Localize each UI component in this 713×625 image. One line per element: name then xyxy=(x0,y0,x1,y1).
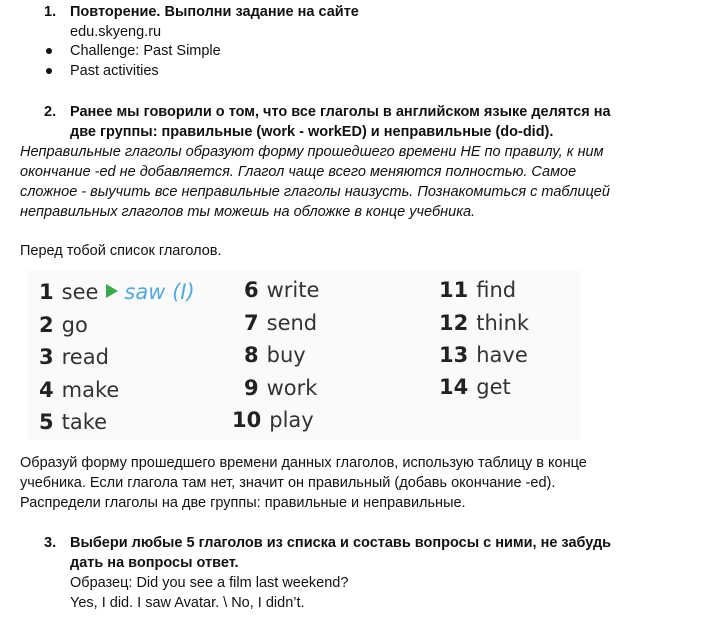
section2-title-line2: две группы: правильные (work - workED) и неправильные (do-did). xyxy=(70,124,554,140)
verb-item: 11 find xyxy=(439,278,517,302)
verb-item: 14 get xyxy=(439,375,511,399)
example-answer: saw (I) xyxy=(124,280,195,304)
task-line2: учебника. Если глагола там нет, значит он правильный (добавь окончание -ed). xyxy=(20,475,556,491)
section1-title: Повторение. Выполни задание на сайте xyxy=(70,4,359,20)
section3-number: 3. xyxy=(44,535,57,551)
rule-text-line1: Неправильные глаголы образуют форму прошедшего времени НЕ по правилу, к ним xyxy=(20,144,604,160)
bullet-item-activities: Past activities xyxy=(70,63,159,79)
section1-number: 1. xyxy=(44,4,57,20)
section3-title-line1: Выбери любые 5 глаголов из списка и составь вопросы с ними, не забудь xyxy=(70,535,612,551)
task-line1: Образуй форму прошедшего времени данных глаголов, использую таблицу в конце xyxy=(20,455,587,471)
section3-title-line2: дать на вопросы ответ. xyxy=(70,555,239,571)
rule-text-line4: неправильных глаголов ты можешь на обложке в конце учебника. xyxy=(20,204,476,220)
verb-item: 9 work xyxy=(244,376,318,400)
verb-item: 5 take xyxy=(39,410,108,434)
verb-item: 2 go xyxy=(39,313,88,337)
bullet-icon xyxy=(46,68,52,74)
verb-item: 1 see saw (I) xyxy=(39,280,195,304)
bullet-item-challenge: Challenge: Past Simple xyxy=(70,43,221,59)
verb-list-intro: Перед тобой список глаголов. xyxy=(20,243,222,259)
verb-item: 7 send xyxy=(244,311,318,335)
verb-item: 6 write xyxy=(244,278,320,302)
sample-answer: Yes, I did. I saw Avatar. \ No, I didn’t. xyxy=(70,595,305,611)
verb-item: 4 make xyxy=(39,378,120,402)
rule-text-line3: сложное - выучить все неправильные глаголы наизусть. Познакомиться с таблицей xyxy=(20,184,610,200)
verb-item: 10 play xyxy=(232,408,314,432)
verb-item: 3 read xyxy=(39,345,109,369)
sample-question: Образец: Did you see a film last weekend? xyxy=(70,575,349,591)
play-arrow-icon xyxy=(106,284,118,298)
rule-text-line2: окончание -ed не добавляется. Глагол чаще всего меняются полностью. Самое xyxy=(20,164,577,180)
verb-item: 13 have xyxy=(439,343,528,367)
section1-site: edu.skyeng.ru xyxy=(70,24,162,40)
bullet-icon xyxy=(46,48,52,54)
task-line3: Распредели глаголы на две группы: правильные и неправильные. xyxy=(20,495,466,511)
section2-number: 2. xyxy=(44,104,57,120)
verb-item: 8 buy xyxy=(244,343,306,367)
verb-item: 12 think xyxy=(439,311,530,335)
section2-title-line1: Ранее мы говорили о том, что все глаголы в английском языке делятся на xyxy=(70,104,611,120)
